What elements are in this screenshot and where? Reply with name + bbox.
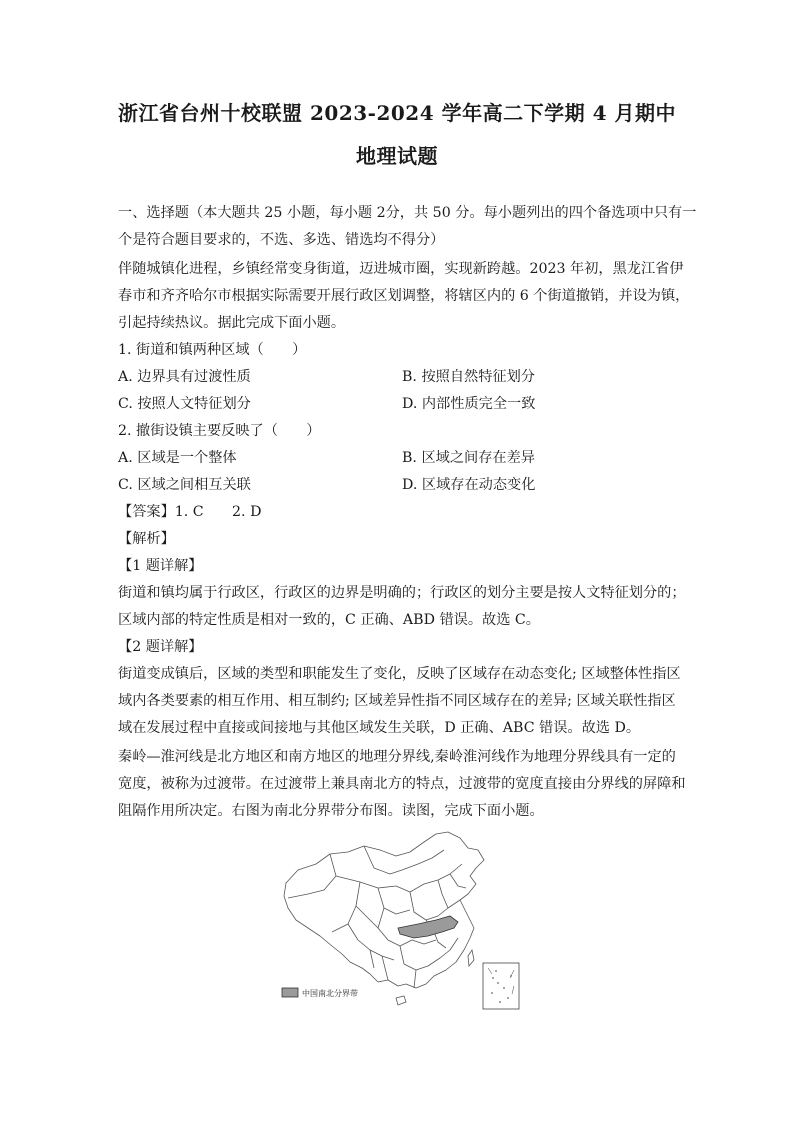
- section-heading-line1: 一、选择题（本大题共 25 小题，每小题 2分，共 50 分。每小题列出的四个备选项中只有一: [118, 205, 697, 221]
- answer-line: 【答案】1. C 2. D: [118, 504, 262, 520]
- detail1-line1: 街道和镇均属于行政区，行政区的边界是明确的；行政区的划分主要是按人文特征划分的；: [118, 585, 686, 601]
- detail2-line3: 域在发展过程中直接或间接地与其他区域发生关联，D 正确、ABC 错误。故选 D。: [118, 720, 641, 736]
- legend-label: 中国南北分界带: [302, 989, 358, 998]
- question2-option-a: A. 区域是一个整体: [118, 450, 237, 466]
- passage2-line2: 宽度，被称为过渡带。在过渡带上兼具南北方的特点，过渡带的宽度直接由分界线的屏障和: [118, 776, 686, 792]
- analysis-label: 【解析】: [118, 531, 175, 547]
- question2-option-d: D. 区域存在动态变化: [402, 477, 536, 493]
- legend-swatch: [282, 988, 298, 997]
- china-north-south-boundary-map: [278, 828, 528, 1014]
- detail2-label: 【2 题详解】: [118, 639, 203, 655]
- passage2-line3: 阻隔作用所决定。右图为南北分界带分布图。读图，完成下面小题。: [118, 803, 544, 819]
- passage2-line1: 秦岭—淮河线是北方地区和南方地区的地理分界线,秦岭淮河线作为地理分界线具有一定的: [118, 749, 676, 765]
- exam-title-line2: 地理试题: [356, 144, 438, 168]
- question2-option-c: C. 区域之间相互关联: [118, 477, 251, 493]
- taiwan-island: [468, 950, 474, 966]
- detail1-label: 【1 题详解】: [118, 558, 203, 574]
- detail2-line1: 街道变成镇后，区域的类型和职能发生了变化，反映了区域存在动态变化; 区域整体性指区: [118, 666, 681, 682]
- south-china-sea-inset: [483, 963, 519, 1009]
- hainan-island: [396, 996, 406, 1005]
- detail1-line2: 区域内部的特定性质是相对一致的，C 正确、ABD 错误。故选 C。: [118, 612, 540, 628]
- question2-stem: 2. 撤街设镇主要反映了（ ）: [118, 423, 321, 439]
- passage1-line1: 伴随城镇化进程，乡镇经常变身街道，迈进城市圈，实现新跨越。2023 年初，黑龙江省伊: [118, 261, 684, 277]
- question1-option-a: A. 边界具有过渡性质: [118, 369, 251, 385]
- question1-stem: 1. 街道和镇两种区域（ ）: [118, 342, 307, 358]
- question1-option-d: D. 内部性质完全一致: [402, 396, 536, 412]
- question1-option-b: B. 按照自然特征划分: [402, 369, 535, 385]
- question1-option-c: C. 按照人文特征划分: [118, 396, 251, 412]
- section-heading-line2: 个是符合题目要求的，不选、多选、错选均不得分）: [118, 232, 445, 248]
- passage1-line3: 引起持续热议。据此完成下面小题。: [118, 315, 346, 331]
- detail2-line2: 域内各类要素的相互作用、相互制约; 区域差异性指不同区域存在的差异; 区域关联性指区: [118, 693, 676, 709]
- question2-option-b: B. 区域之间存在差异: [402, 450, 535, 466]
- exam-title-line1: 浙江省台州十校联盟 2023-2024 学年高二下学期 4 月期中: [118, 101, 676, 125]
- passage1-line2: 春市和齐齐哈尔市根据实际需要开展行政区划调整，将辖区内的 6 个街道撤销，并设为镇，: [118, 288, 690, 304]
